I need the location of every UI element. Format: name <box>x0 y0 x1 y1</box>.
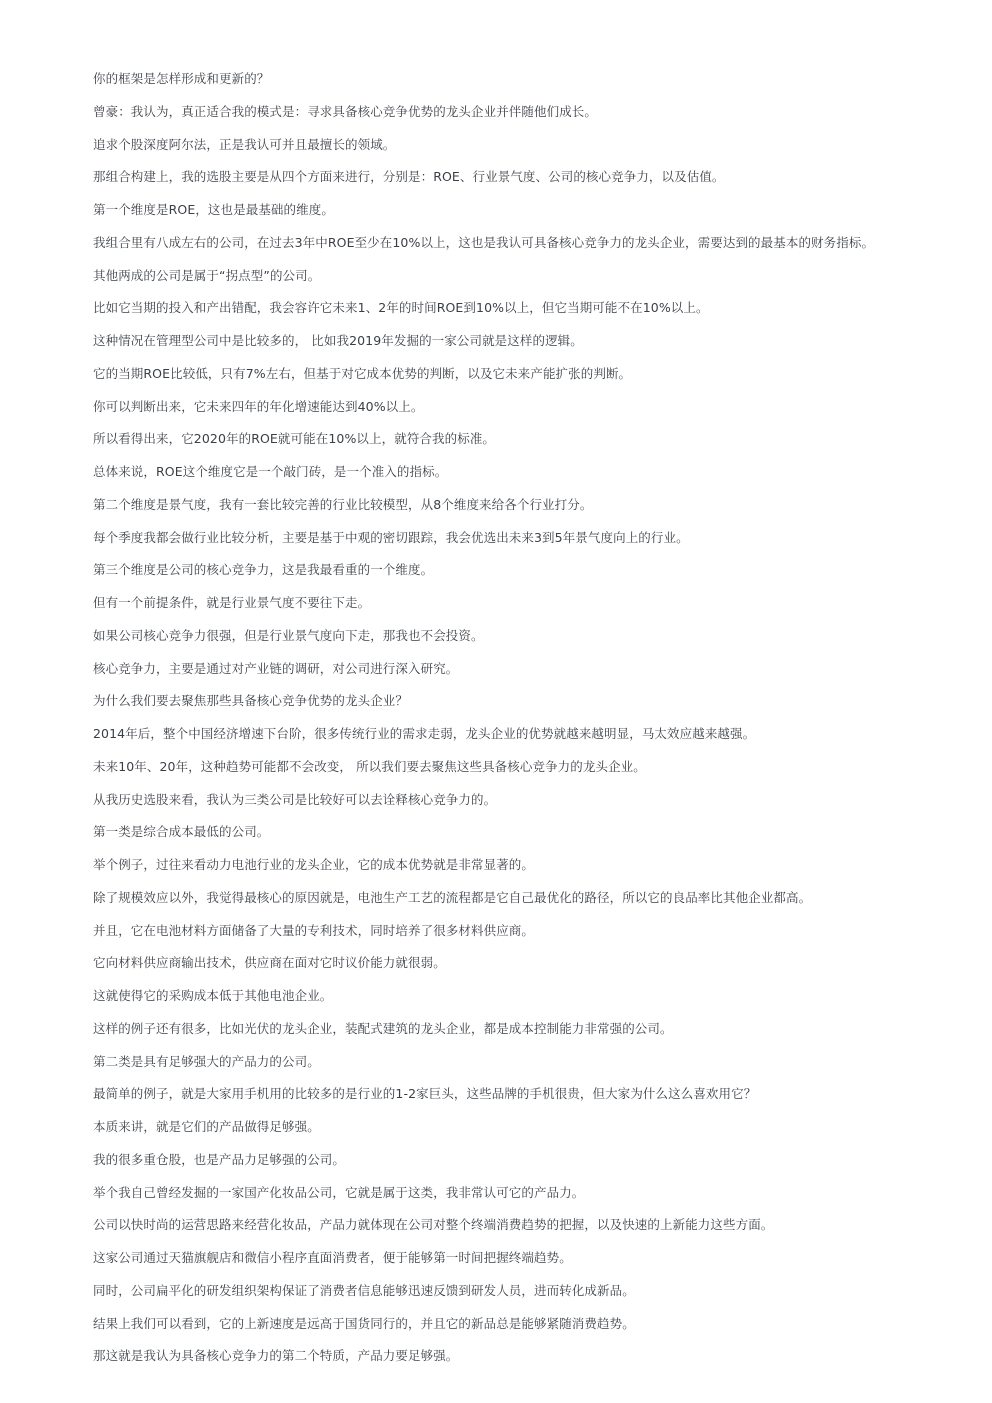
paragraph: 第二类是具有足够强大的产品力的公司。 <box>93 1053 320 1069</box>
paragraph: 你可以判断出来，它未来四年的年化增速能达到40%以上。 <box>93 398 424 414</box>
paragraph: 核心竞争力，主要是通过对产业链的调研，对公司进行深入研究。 <box>93 660 459 676</box>
paragraph: 举个我自己曾经发掘的一家国产化妆品公司，它就是属于这类，我非常认可它的产品力。 <box>93 1184 585 1200</box>
paragraph: 从我历史选股来看，我认为三类公司是比较好可以去诠释核心竞争力的。 <box>93 791 497 807</box>
paragraph: 第二个维度是景气度，我有一套比较完善的行业比较模型，从8个维度来给各个行业打分。 <box>93 496 593 512</box>
paragraph: 但有一个前提条件，就是行业景气度不要往下走。 <box>93 595 371 610</box>
paragraph: 这样的例子还有很多，比如光伏的龙头企业，装配式建筑的龙头企业，都是成本控制能力非常强的公司。 <box>93 1020 673 1036</box>
paragraph: 比如它当期的投入和产出错配，我会容许它未来1、2年的时间ROE到10%以上，但它当期可能不在10%以上。 <box>93 300 709 316</box>
paragraph: 它向材料供应商输出技术，供应商在面对它时议价能力就很弱。 <box>93 955 446 971</box>
paragraph: 第一个维度是ROE，这也是最基础的维度。 <box>93 202 334 217</box>
paragraph: 每个季度我都会做行业比较分析，主要是基于中观的密切跟踪，我会优选出未来3到5年景气度向上的行业。 <box>93 529 689 545</box>
paragraph: 第一类是综合成本最低的公司。 <box>93 824 270 840</box>
paragraph: 我的很多重仓股，也是产品力足够强的公司。 <box>93 1151 346 1167</box>
paragraph: 总体来说，ROE这个维度它是一个敲门砖，是一个准入的指标。 <box>93 464 448 479</box>
paragraph: 它的当期ROE比较低，只有7%左右，但基于对它成本优势的判断，以及它未来产能扩张的判断。 <box>93 365 632 381</box>
paragraph: 所以看得出来，它2020年的ROE就可能在10%以上，就符合我的标准。 <box>93 431 496 447</box>
paragraph: 那组合构建上，我的选股主要是从四个方面来进行，分别是：ROE、行业景气度、公司的核心竞争力，以及估值。 <box>93 169 725 185</box>
paragraph: 并且，它在电池材料方面储备了大量的专利技术，同时培养了很多材料供应商。 <box>93 922 535 938</box>
paragraph: 这种情况在管理型公司中是比较多的， 比如我2019年发掘的一家公司就是这样的逻辑。 <box>93 333 583 348</box>
paragraph: 我组合里有八成左右的公司，在过去3年中ROE至少在10%以上，这也是我认可具备核心竞争力的龙头企业，需要达到的最基本的财务指标。 <box>93 234 875 250</box>
paragraph: 最简单的例子，就是大家用手机用的比较多的是行业的1-2家巨头，这些品牌的手机很贵，但大家为什么这么喜欢用它？ <box>93 1086 757 1102</box>
paragraph: 这就使得它的采购成本低于其他电池企业。 <box>93 988 333 1003</box>
paragraph: 本质来讲，就是它们的产品做得足够强。 <box>93 1119 320 1134</box>
paragraph: 2014年后，整个中国经济增速下台阶，很多传统行业的需求走弱，龙头企业的优势就越来越明显，马太效应越来越强。 <box>93 726 756 741</box>
paragraph: 这家公司通过天猫旗舰店和微信小程序直面消费者，便于能够第一时间把握终端趋势。 <box>93 1250 572 1265</box>
paragraph: 公司以快时尚的运营思路来经营化妆品，产品力就体现在公司对整个终端消费趋势的把握，以及快速的上新能力这些方面。 <box>93 1217 774 1233</box>
paragraph: 其他两成的公司是属于“拐点型”的公司。 <box>93 267 321 283</box>
paragraph: 你的框架是怎样形成和更新的？ <box>93 71 270 86</box>
paragraph: 结果上我们可以看到，它的上新速度是远高于国货同行的，并且它的新品总是能够紧随消费趋势。 <box>93 1315 635 1331</box>
paragraph: 举个例子，过往来看动力电池行业的龙头企业，它的成本优势就是非常显著的。 <box>93 857 535 872</box>
paragraph: 那这就是我认为具备核心竞争力的第二个特质，产品力要足够强。 <box>93 1348 459 1364</box>
paragraph: 第三个维度是公司的核心竞争力，这是我最看重的一个维度。 <box>93 562 434 578</box>
paragraph: 曾豪：我认为，真正适合我的模式是：寻求具备核心竞争优势的龙头企业并伴随他们成长。 <box>93 103 598 119</box>
paragraph: 同时，公司扁平化的研发组织架构保证了消费者信息能够迅速反馈到研发人员，进而转化成新品。 <box>93 1282 635 1298</box>
paragraph: 除了规模效应以外，我觉得最核心的原因就是，电池生产工艺的流程都是它自己最优化的路径，所以它的良品率比其他企业都高。 <box>93 889 812 905</box>
paragraph: 如果公司核心竞争力很强，但是行业景气度向下走，那我也不会投资。 <box>93 627 484 643</box>
paragraph: 为什么我们要去聚焦那些具备核心竞争优势的龙头企业？ <box>93 693 409 709</box>
paragraph: 追求个股深度阿尔法，正是我认可并且最擅长的领域。 <box>93 136 396 152</box>
article-body <box>93 69 973 1379</box>
paragraph: 未来10年、20年，这种趋势可能都不会改变， 所以我们要去聚焦这些具备核心竞争力的龙头企业。 <box>93 758 646 774</box>
